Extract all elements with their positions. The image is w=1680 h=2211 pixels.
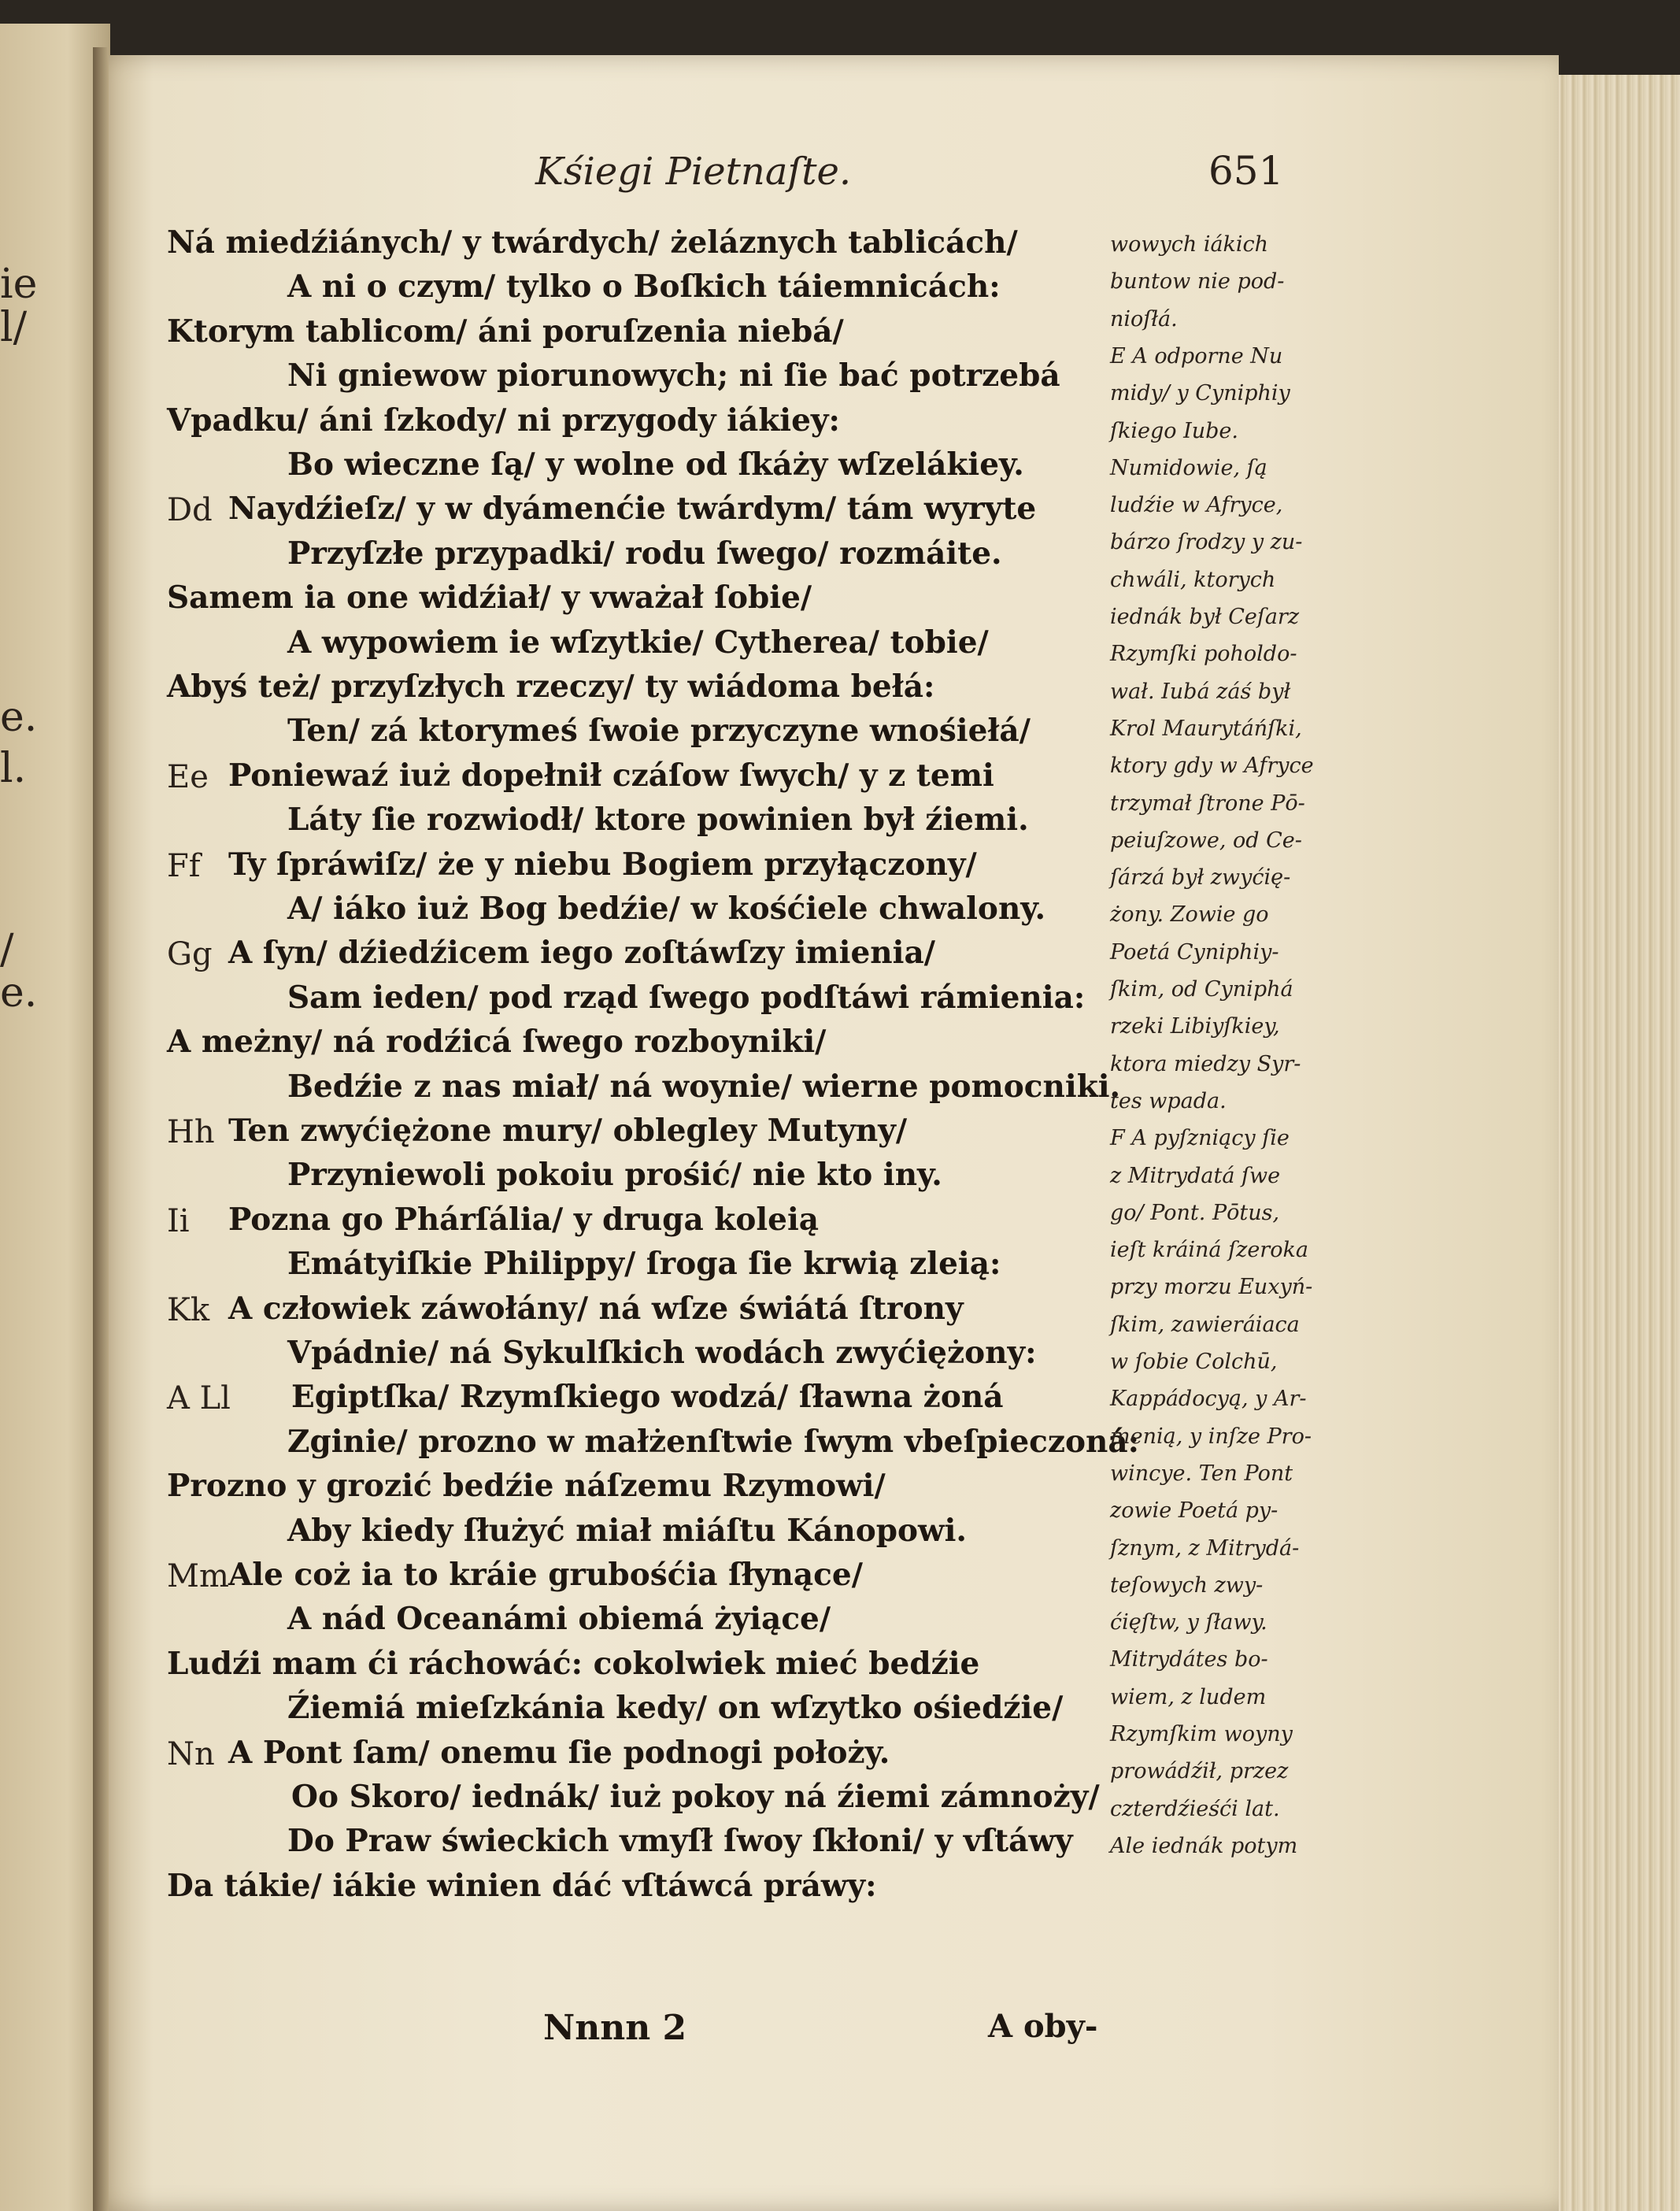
marginal-note-line: menią, y inſze Pro- xyxy=(1110,1424,1312,1449)
verse-line: Ten zwyćiężone mury/ oblegley Mutyny/ xyxy=(228,1113,908,1149)
marginal-note-line: wincye. Ten Pont xyxy=(1110,1461,1293,1486)
verse-line: Ktorym tablicom/ áni poruſzenia niebá/ xyxy=(167,313,844,350)
marginal-note-line: wiem, z ludem xyxy=(1110,1684,1267,1709)
marginal-note-line: nioſłá. xyxy=(1110,306,1178,331)
verse-line: Aby kiedy ſłużyć miał miáſtu Kánopowi. xyxy=(287,1512,967,1549)
verse-line: Ty ſpráwiſz/ że y niebu Bogiem przyłączony/ xyxy=(228,846,977,883)
verse-line: Oo Skoro/ iednák/ iuż pokoy ná źiemi zámnoży/ xyxy=(291,1779,1100,1815)
verse-line: A nád Oceanámi obiemá żyiące/ xyxy=(287,1601,831,1638)
marginal-note-line: E A odporne Nu xyxy=(1110,343,1283,368)
marginal-note-line: tes wpada. xyxy=(1110,1088,1227,1113)
marginal-note-line: ſkim, zawieráiaca xyxy=(1110,1312,1300,1337)
verse-line: A/ iáko iuż Bog bedźie/ w kośćiele chwalony. xyxy=(287,891,1046,927)
verse-line: Láty ſie rozwiodł/ ktore powinien był źiemi. xyxy=(287,802,1029,839)
signature-letter: Ii xyxy=(167,1202,190,1239)
marginal-note-line: midy/ y Cyniphiy xyxy=(1110,381,1290,406)
left-page-fragment: e. xyxy=(0,694,38,741)
marginal-note-line: zowie Poetá py- xyxy=(1110,1498,1279,1524)
marginal-note-line: z Mitrydatá ſwe xyxy=(1110,1163,1281,1188)
marginal-note-line: wowych iákich xyxy=(1110,232,1269,257)
marginal-note-line: F A pyſzniący ſie xyxy=(1110,1126,1290,1151)
marginal-note-line: ſznym, z Mitrydá- xyxy=(1110,1535,1300,1561)
signature-letter: Gg xyxy=(167,936,213,973)
marginal-note-line: bárzo ſrodzy y zu- xyxy=(1110,530,1303,555)
signature-letter: Ee xyxy=(167,758,209,795)
signature-letter: Ff xyxy=(167,847,201,884)
verse-line: A Pont ſam/ onemu ſie podnogi położy. xyxy=(228,1734,890,1771)
left-page-fragment: / xyxy=(0,926,14,973)
marginal-note-line: ſárzá był zwyćię- xyxy=(1110,865,1291,891)
verse-line: Naydźieſz/ y w dyámenćie twárdym/ tám wyryte xyxy=(228,491,1037,528)
verse-line: Ná miedźiánych/ y twárdych/ żeláznych tablicách/ xyxy=(167,224,1018,261)
marginal-note-line: rzeki Libiyſkiey, xyxy=(1110,1014,1280,1039)
marginal-note-line: chwáli, ktorych xyxy=(1110,567,1276,592)
verse-line: Pozna go Phárſália/ y druga koleią xyxy=(228,1201,820,1238)
verse-line: Vpádnie/ ná Sykulſkich wodách zwyćiężony: xyxy=(287,1335,1037,1371)
marginal-note-line: ieſt kráiná ſzeroka xyxy=(1110,1238,1308,1263)
left-page-fragment: l. xyxy=(0,745,27,792)
signature-letter: Mm xyxy=(167,1558,229,1594)
marginal-note-line: ludźie w Afryce, xyxy=(1110,493,1283,518)
catchword: A oby- xyxy=(988,2008,1098,2045)
verse-line: Zginie/ prozno w małżenſtwie ſwym vbeſpieczoná: xyxy=(287,1423,1140,1460)
marginal-note-line: ktory gdy w Afryce xyxy=(1110,754,1314,779)
marginal-note-line: ktora miedzy Syr- xyxy=(1110,1051,1301,1076)
marginal-note-line: go/ Pont. Pōtus, xyxy=(1110,1200,1280,1225)
verse-line: Abyś też/ przyſzłych rzeczy/ ty wiádoma bełá: xyxy=(167,668,935,705)
marginal-note-line: Rzymſkim woyny xyxy=(1110,1722,1293,1746)
left-page-fragment: e. xyxy=(0,969,38,1017)
marginal-note-line: trzymał ſtrone Pō- xyxy=(1110,791,1305,816)
marginal-note-line: Ale iednák potym xyxy=(1110,1833,1298,1858)
marginal-note-line: Numidowie, ſą xyxy=(1110,455,1267,480)
verse-line: Przyniewoli pokoiu prośić/ nie kto iny. xyxy=(287,1157,942,1194)
verse-line: Vpadku/ áni ſzkody/ ni przygody iákiey: xyxy=(167,402,840,439)
marginal-note-line: przy morzu Euxyń- xyxy=(1110,1275,1313,1300)
verse-line: Przyſzłe przypadki/ rodu ſwego/ rozmáite. xyxy=(287,535,1002,572)
marginal-note-line: wał. Iubá záś był xyxy=(1110,679,1291,704)
verse-line: Samem ia one widźiał/ y vważał ſobie/ xyxy=(167,580,812,617)
marginal-note-line: czterdźieśći lat. xyxy=(1110,1796,1280,1821)
marginal-note-line: iednák był Ceſarz xyxy=(1110,605,1300,629)
verse-line: Ten/ zá ktorymeś ſwoie przyczyne wnośiełá/ xyxy=(287,713,1031,750)
marginal-note-line: ſkim, od Cyniphá xyxy=(1110,977,1293,1002)
marginal-note-line: Rzymſki poholdo- xyxy=(1110,642,1297,667)
verse-line: A meżny/ ná rodźicá ſwego rozboyniki/ xyxy=(167,1024,827,1061)
verse-line: Da tákie/ iákie winien dáć vſtáwcá práwy: xyxy=(167,1867,877,1904)
marginal-note-line: teſowych zwy- xyxy=(1110,1572,1264,1598)
marginal-note-line: Krol Maurytáńſki, xyxy=(1110,716,1302,741)
verse-line: Ludźi mam ći ráchowáć: cokolwiek mieć bedźie xyxy=(167,1645,980,1682)
marginal-note-line: ſkiego Iube. xyxy=(1110,418,1238,443)
signature-mark: Nnnn 2 xyxy=(543,2008,687,2048)
verse-line: A ni o czym/ tylko o Boſkich táiemnicách: xyxy=(287,269,1001,306)
verse-line: Emátyiſkie Philippy/ ſroga ſie krwią zleią: xyxy=(287,1246,1001,1283)
verse-line: A człowiek záwołány/ ná wſze świátá ſtrony xyxy=(228,1290,964,1327)
left-page-fragment: l/ xyxy=(0,304,28,351)
page-number: 651 xyxy=(1208,148,1284,194)
verse-line: Prozno y grozić bedźie náſzemu Rzymowi/ xyxy=(167,1468,886,1505)
marginal-note-line: Mitrydátes bo- xyxy=(1110,1647,1268,1672)
signature-letter: Hh xyxy=(167,1114,215,1150)
signature-letter: Nn xyxy=(167,1735,215,1772)
marginal-note-line: w ſobie Colchū, xyxy=(1110,1350,1278,1374)
verse-line: Bedźie z nas miał/ ná woynie/ wierne pomocniki. xyxy=(287,1068,1121,1105)
verse-line: Ni gniewow piorunowych; ni ſie bać potrzebá xyxy=(287,357,1060,394)
verse-line: A wypowiem ie wſzytkie/ Cytherea/ tobie/ xyxy=(287,624,989,661)
marginal-note-line: peiuſzowe, od Ce- xyxy=(1110,828,1302,853)
marginal-note-line: buntow nie pod- xyxy=(1110,269,1285,294)
marginal-note-line: Kappádocyą, y Ar- xyxy=(1110,1387,1307,1412)
signature-letter: Kk xyxy=(167,1291,210,1328)
left-page-fragment: ie xyxy=(0,261,38,308)
verse-line: Poniewaź iuż dopełnił czáſow ſwych/ y z temi xyxy=(228,757,994,794)
verse-line: Bo wieczne ſą/ y wolne od ſkáży wſzelákiey. xyxy=(287,446,1024,483)
book-gutter xyxy=(93,47,109,2211)
marginal-note-line: ćięſtw, y ſławy. xyxy=(1110,1610,1267,1635)
page-edges xyxy=(1555,75,1680,2211)
verse-line: A ſyn/ dźiedźicem iego zoſtáwſzy imienia/ xyxy=(228,935,935,972)
verse-line: Sam ieden/ pod rząd ſwego podſtáwi rámienia: xyxy=(287,979,1086,1016)
verse-line: Do Praw świeckich vmyſł ſwoy ſkłoni/ y vſtáwy xyxy=(287,1823,1073,1860)
verse-line: Ale coż ia to kráie grubośćia ſłynące/ xyxy=(228,1557,863,1593)
signature-letter: A Ll xyxy=(167,1380,231,1417)
marginal-note-line: żony. Zowie go xyxy=(1110,902,1269,928)
running-head: Kśiegi Pietnaſte. xyxy=(535,150,852,194)
signature-letter: Dd xyxy=(167,492,213,529)
marginal-note-line: prowádźił, przez xyxy=(1110,1759,1289,1784)
verse-line: Egiptſka/ Rzymſkiego wodzá/ ſławna żoná xyxy=(291,1379,1004,1416)
marginal-note-line: Poetá Cyniphiy- xyxy=(1110,939,1279,965)
verse-line: Źiemiá mieſzkánia kedy/ on wſzytko ośiedźie/ xyxy=(287,1690,1064,1727)
